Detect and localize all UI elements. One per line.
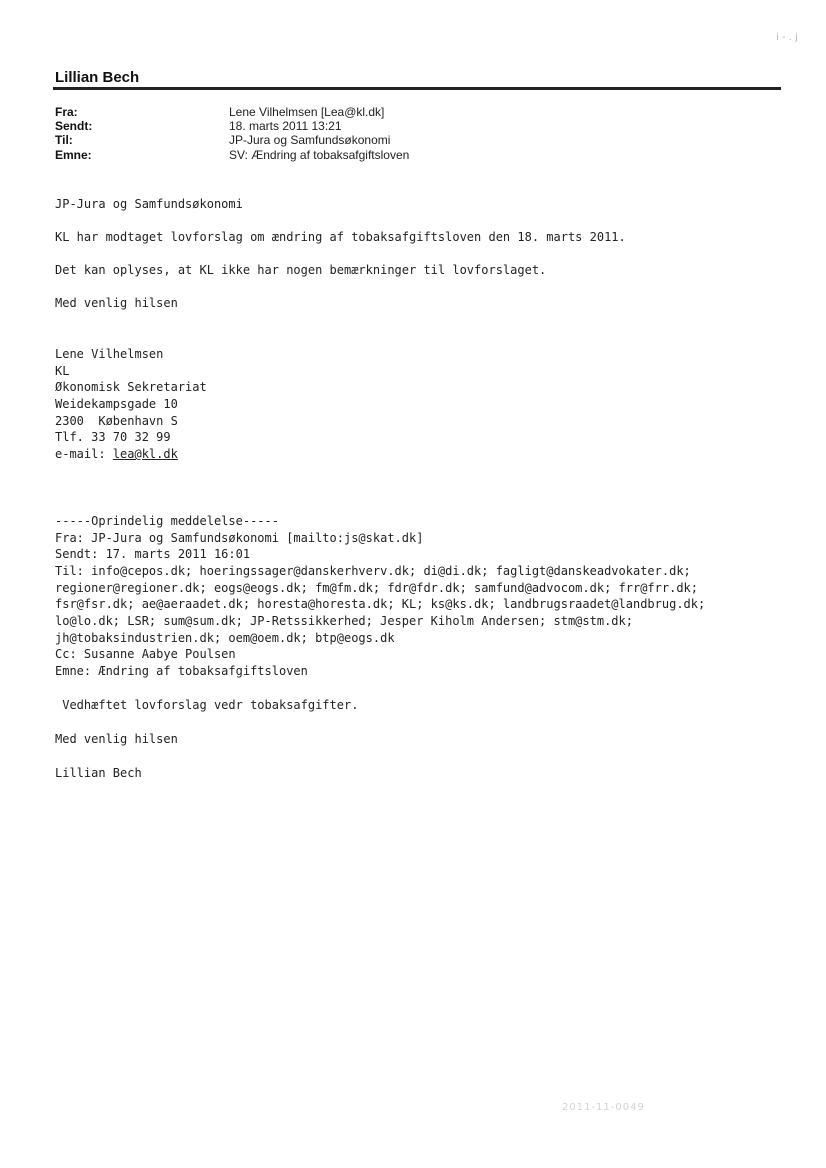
original-to-line-5: jh@tobaksindustrien.dk; oem@oem.dk; btp@eogs.dk xyxy=(55,631,395,645)
reply-greeting: JP-Jura og Samfundsøkonomi xyxy=(55,197,243,211)
to-label: Til: xyxy=(55,133,73,147)
original-to-line-2: regioner@regioner.dk; eogs@eogs.dk; fm@fm.dk; fdr@fdr.dk; samfund@advocom.dk; frr@frr.dk; xyxy=(55,581,698,595)
original-cc: Cc: Susanne Aabye Poulsen xyxy=(55,647,236,661)
reply-line-2: Det kan oplyses, at KL ikke har nogen bemærkninger til lovforslaget. xyxy=(55,263,547,277)
signature-email-line xyxy=(55,446,178,463)
sent-value: 18. marts 2011 13:21 xyxy=(229,119,342,133)
reply-line-1: KL har modtaget lovforslag om ændring af tobaksafgiftsloven den 18. marts 2011. xyxy=(55,230,626,244)
signature-street: Weidekampsgade 10 xyxy=(55,397,178,411)
from-value: Lene Vilhelmsen [Lea@kl.dk] xyxy=(229,105,385,119)
original-signoff: Lillian Bech xyxy=(55,766,142,780)
signature-name: Lene Vilhelmsen xyxy=(55,347,164,361)
original-to-line-4: lo@lo.dk; LSR; sum@sum.dk; JP-Retssikkerhed; Jesper Kiholm Andersen; stm@stm.dk; xyxy=(55,614,633,628)
scan-mark-top: i - . j xyxy=(776,32,798,43)
original-separator: -----Oprindelig meddelelse----- xyxy=(55,514,279,528)
signature-email-link[interactable]: lea@kl.dk xyxy=(112,447,178,461)
from-label: Fra: xyxy=(55,105,78,119)
signature-city: 2300 København S xyxy=(55,414,178,428)
original-subject: Emne: Ændring af tobaksafgiftsloven xyxy=(55,664,308,678)
printout-owner-name: Lillian Bech xyxy=(55,69,140,86)
sent-label: Sendt: xyxy=(55,119,93,133)
scan-mark-bottom: 2011-11-0049 xyxy=(562,1102,645,1113)
original-body: Vedhæftet lovforslag vedr tobaksafgifter. xyxy=(55,698,359,712)
subject-label: Emne: xyxy=(55,148,92,162)
subject-value: SV: Ændring af tobaksafgiftsloven xyxy=(229,148,410,162)
signature-dept: Økonomisk Sekretariat xyxy=(55,380,207,394)
signature-email-label: e-mail: xyxy=(55,447,113,461)
to-value: JP-Jura og Samfundsøkonomi xyxy=(229,133,391,147)
original-to-line-1: Til: info@cepos.dk; hoeringssager@danskerhverv.dk; di@di.dk; fagligt@danskeadvokater.dk; xyxy=(55,564,691,578)
original-to-line-3: fsr@fsr.dk; ae@aeraadet.dk; horesta@horesta.dk; KL; ks@ks.dk; landbrugsraadet@landbrug.dk; xyxy=(55,597,706,611)
original-sent: Sendt: 17. marts 2011 16:01 xyxy=(55,547,251,561)
original-from: Fra: JP-Jura og Samfundsøkonomi [mailto:js@skat.dk] xyxy=(55,531,424,545)
reply-closing: Med venlig hilsen xyxy=(55,296,178,310)
signature-org: KL xyxy=(55,364,70,378)
original-closing: Med venlig hilsen xyxy=(55,732,178,746)
header-rule xyxy=(53,87,781,90)
signature-phone: Tlf. 33 70 32 99 xyxy=(55,430,171,444)
